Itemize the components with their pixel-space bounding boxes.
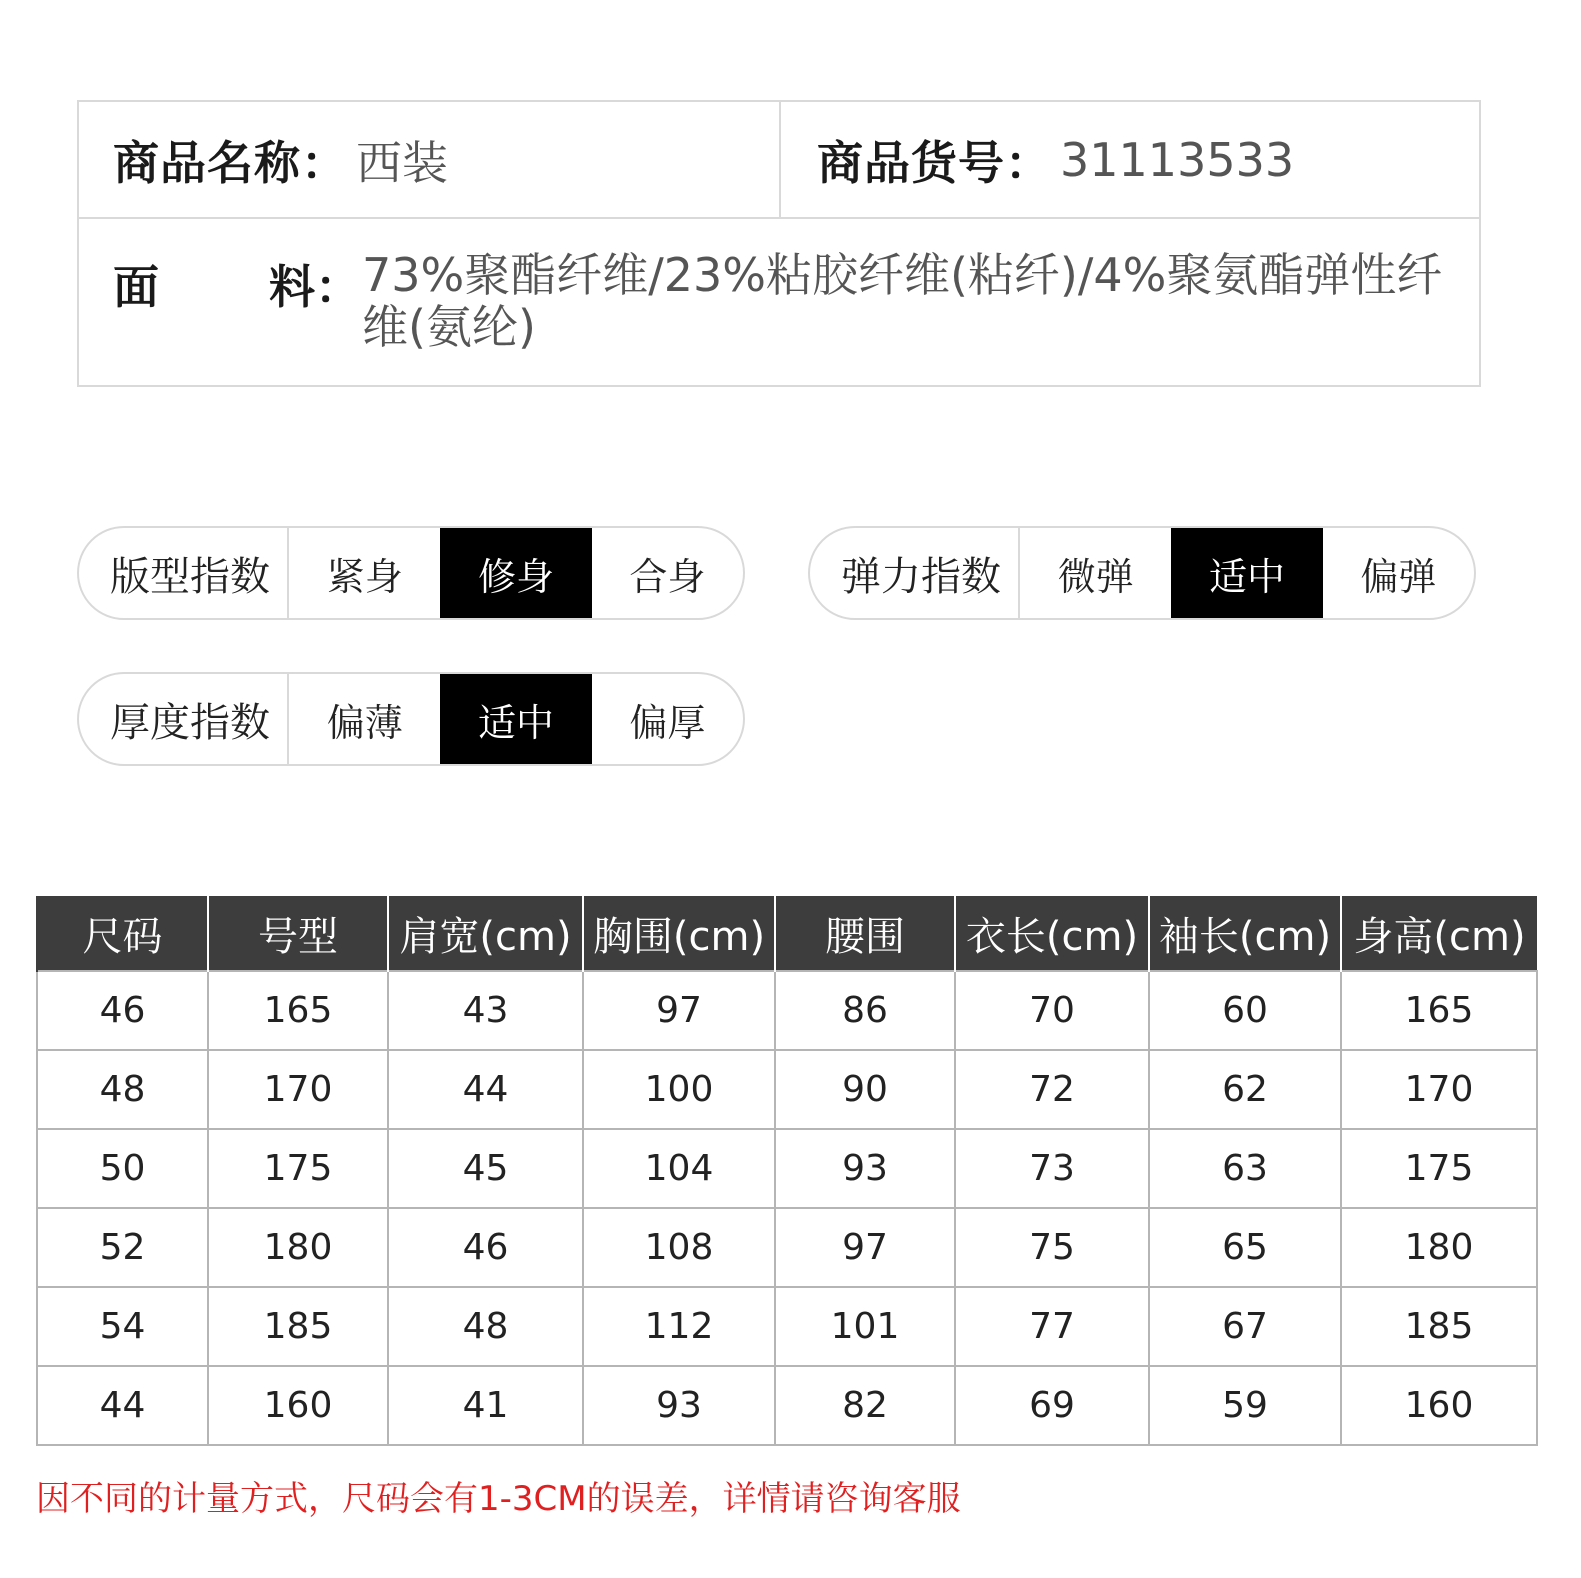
fit-index-title: 版型指数 <box>79 528 289 618</box>
table-cell: 46 <box>37 971 208 1050</box>
table-cell: 48 <box>388 1287 583 1366</box>
table-cell: 100 <box>583 1050 775 1129</box>
table-cell: 93 <box>583 1366 775 1445</box>
table-cell: 97 <box>775 1208 955 1287</box>
table-row <box>37 1366 1537 1445</box>
info-row-name-sku <box>79 102 1479 219</box>
table-cell: 170 <box>1341 1050 1537 1129</box>
fabric-label-part1: 面 <box>113 260 159 314</box>
table-cell: 170 <box>208 1050 388 1129</box>
table-cell: 185 <box>208 1287 388 1366</box>
fit-option-tight: 紧身 <box>326 554 403 599</box>
header-height: 身高(cm) <box>1341 896 1537 971</box>
size-chart-table <box>36 896 1538 1446</box>
stretch-option-slight: 微弹 <box>1057 554 1134 599</box>
table-cell: 60 <box>1149 971 1341 1050</box>
table-row <box>37 1287 1537 1366</box>
header-shoulder: 肩宽(cm) <box>388 896 583 971</box>
header-sleeve: 袖长(cm) <box>1149 896 1341 971</box>
table-cell: 43 <box>388 971 583 1050</box>
fit-option-regular: 合身 <box>629 554 706 599</box>
stretch-index-title: 弹力指数 <box>810 528 1020 618</box>
size-table-header <box>37 896 1537 971</box>
header-waist: 腰围 <box>775 896 955 971</box>
table-cell: 54 <box>37 1287 208 1366</box>
table-cell: 65 <box>1149 1208 1341 1287</box>
fabric-row <box>79 219 1479 385</box>
table-cell: 101 <box>775 1287 955 1366</box>
table-cell: 73 <box>955 1129 1149 1208</box>
table-row <box>37 971 1537 1050</box>
stretch-option-high: 偏弹 <box>1360 554 1437 599</box>
header-chest: 胸围(cm) <box>583 896 775 971</box>
product-name-cell <box>79 102 781 217</box>
table-cell: 50 <box>37 1129 208 1208</box>
table-cell: 59 <box>1149 1366 1341 1445</box>
table-cell: 86 <box>775 971 955 1050</box>
table-cell: 160 <box>208 1366 388 1445</box>
thickness-option-thick: 偏厚 <box>629 700 706 745</box>
product-name-value: 西装 <box>356 135 448 190</box>
table-cell: 70 <box>955 971 1149 1050</box>
thickness-index-title: 厚度指数 <box>79 674 289 764</box>
table-cell: 165 <box>208 971 388 1050</box>
table-cell: 46 <box>388 1208 583 1287</box>
table-cell: 67 <box>1149 1287 1341 1366</box>
product-sku-label: 商品货号： <box>817 135 1052 190</box>
stretch-option-medium: 适中 <box>1171 528 1322 618</box>
table-cell: 44 <box>388 1050 583 1129</box>
table-row <box>37 1208 1537 1287</box>
table-cell: 82 <box>775 1366 955 1445</box>
table-cell: 52 <box>37 1208 208 1287</box>
thickness-option-medium: 适中 <box>440 674 591 764</box>
fit-option-slim: 修身 <box>440 528 591 618</box>
fit-index <box>77 526 745 620</box>
table-row <box>37 1129 1537 1208</box>
product-sku-cell <box>781 102 1481 217</box>
table-cell: 93 <box>775 1129 955 1208</box>
table-cell: 44 <box>37 1366 208 1445</box>
measurement-note: 因不同的计量方式，尺码会有1-3CM的误差，详情请咨询客服 <box>36 1479 961 1519</box>
header-length: 衣长(cm) <box>955 896 1149 971</box>
table-cell: 104 <box>583 1129 775 1208</box>
table-cell: 180 <box>208 1208 388 1287</box>
thickness-index <box>77 672 745 766</box>
table-row <box>37 1050 1537 1129</box>
table-cell: 69 <box>955 1366 1149 1445</box>
table-cell: 175 <box>208 1129 388 1208</box>
fabric-label-part2: 料： <box>269 260 361 314</box>
product-sku-value: 31113533 <box>1060 132 1295 187</box>
table-cell: 160 <box>1341 1366 1537 1445</box>
table-cell: 45 <box>388 1129 583 1208</box>
table-cell: 48 <box>37 1050 208 1129</box>
product-info-table <box>77 100 1481 387</box>
header-model: 号型 <box>208 896 388 971</box>
product-name-label: 商品名称： <box>113 135 348 190</box>
fabric-value: 73%聚酯纤维/23%粘胶纤维(粘纤)/4%聚氨酯弹性纤维(氨纶) <box>362 248 1443 354</box>
table-cell: 62 <box>1149 1050 1341 1129</box>
table-cell: 175 <box>1341 1129 1537 1208</box>
table-cell: 77 <box>955 1287 1149 1366</box>
table-cell: 90 <box>775 1050 955 1129</box>
thickness-option-thin: 偏薄 <box>326 700 403 745</box>
table-cell: 97 <box>583 971 775 1050</box>
table-cell: 165 <box>1341 971 1537 1050</box>
table-cell: 41 <box>388 1366 583 1445</box>
table-cell: 180 <box>1341 1208 1537 1287</box>
table-cell: 185 <box>1341 1287 1537 1366</box>
table-cell: 108 <box>583 1208 775 1287</box>
table-cell: 75 <box>955 1208 1149 1287</box>
table-cell: 63 <box>1149 1129 1341 1208</box>
header-size: 尺码 <box>37 896 208 971</box>
stretch-index <box>808 526 1476 620</box>
table-cell: 72 <box>955 1050 1149 1129</box>
table-cell: 112 <box>583 1287 775 1366</box>
